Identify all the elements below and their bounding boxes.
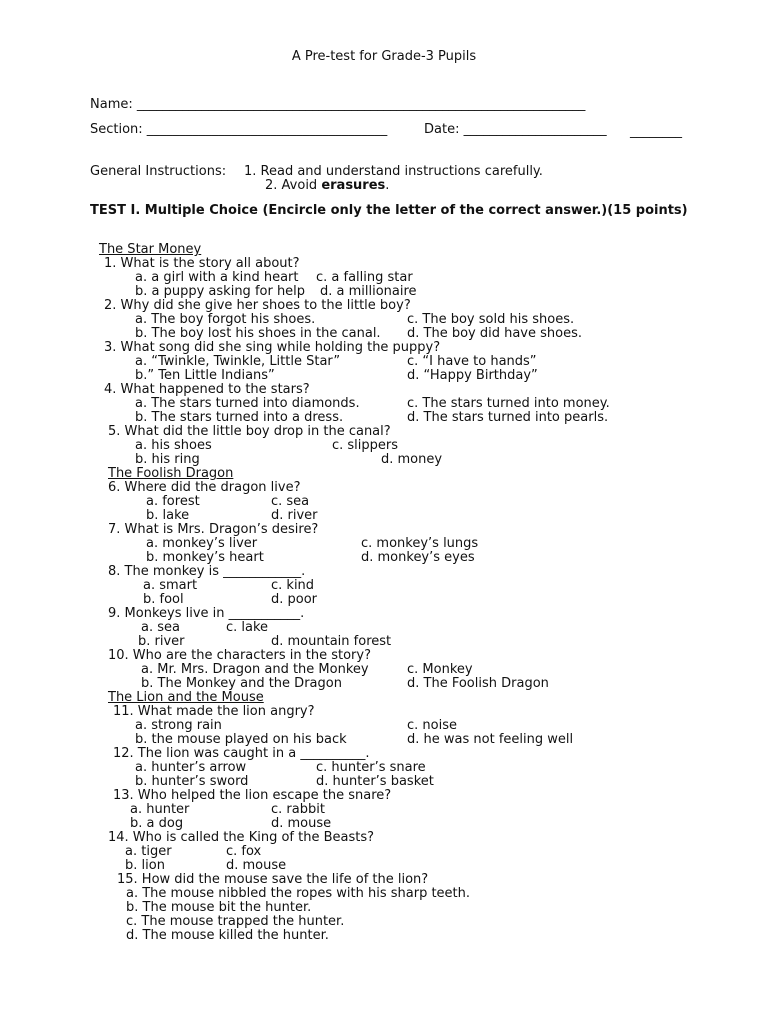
instruction-2	[265, 179, 389, 193]
question-8: 8. The monkey is ____________.	[108, 564, 306, 579]
q9-option-c: c. lake	[226, 620, 269, 635]
question-4: 4. What happened to the stars?	[104, 382, 310, 397]
q10-option-b: b. The Monkey and the Dragon	[141, 676, 342, 691]
q1-option-b: b. a puppy asking for help	[135, 284, 306, 299]
q7-option-a: a. monkey’s liver	[146, 536, 258, 551]
q2-option-d: d. The boy did have shoes.	[407, 326, 583, 341]
q8-option-d: d. poor	[271, 592, 318, 607]
instruction-1: 1. Read and understand instructions carefully.	[244, 164, 543, 179]
q12-option-d: d. hunter’s basket	[316, 774, 434, 789]
q2-option-c: c. The boy sold his shoes.	[407, 312, 575, 327]
question-13: 13. Who helped the lion escape the snare?	[113, 788, 392, 803]
q8-option-a: a. smart	[143, 578, 198, 593]
q3-option-b: b.” Ten Little Indians”	[135, 368, 275, 383]
q8-option-c: c. kind	[271, 578, 315, 593]
q12-option-b: b. hunter’s sword	[135, 774, 249, 789]
section-field: Section: _____________________________________	[90, 122, 388, 137]
q9-option-b: b. river	[138, 634, 185, 649]
q11-option-d: d. he was not feeling well	[407, 732, 574, 747]
question-2: 2. Why did she give her shoes to the little boy?	[104, 298, 411, 313]
q2-option-a: a. The boy forgot his shoes.	[135, 312, 316, 327]
q7-option-b: b. monkey’s heart	[146, 550, 264, 565]
q13-option-c: c. rabbit	[271, 802, 325, 817]
q7-option-d: d. monkey’s eyes	[361, 550, 475, 565]
question-11: 11. What made the lion angry?	[113, 704, 315, 719]
q15-option-b: b. The mouse bit the hunter.	[126, 900, 312, 915]
q14-option-d: d. mouse	[226, 858, 287, 873]
instruction-2-period: .	[385, 178, 390, 193]
story-title-star-money: The Star Money	[99, 242, 202, 257]
q14-option-a: a. tiger	[125, 844, 172, 859]
q2-option-b: b. The boy lost his shoes in the canal.	[135, 326, 381, 341]
q13-option-b: b. a dog	[130, 816, 184, 831]
q11-option-c: c. noise	[407, 718, 457, 733]
q6-option-c: c. sea	[271, 494, 310, 509]
question-7: 7. What is Mrs. Dragon’s desire?	[108, 522, 319, 537]
q13-option-a: a. hunter	[130, 802, 190, 817]
q8-option-b: b. fool	[143, 592, 184, 607]
q6-option-b: b. lake	[146, 508, 190, 523]
q4-option-d: d. The stars turned into pearls.	[407, 410, 609, 425]
story-title-lion-mouse: The Lion and the Mouse	[108, 690, 264, 705]
story-title-foolish-dragon: The Foolish Dragon	[108, 466, 234, 481]
date-field: Date: ______________________	[424, 122, 607, 137]
q10-option-c: c. Monkey	[407, 662, 473, 677]
q9-option-d: d. mountain forest	[271, 634, 392, 649]
q4-option-b: b. The stars turned into a dress.	[135, 410, 344, 425]
question-14: 14. Who is called the King of the Beasts?	[108, 830, 375, 845]
question-12: 12. The lion was caught in a __________.	[113, 746, 370, 761]
q13-option-d: d. mouse	[271, 816, 332, 831]
q12-option-c: c. hunter’s snare	[316, 760, 426, 775]
q5-option-c: c. slippers	[332, 438, 399, 453]
q7-option-c: c. monkey’s lungs	[361, 536, 479, 551]
instruction-2-text: 2. Avoid	[265, 178, 322, 193]
q3-option-c: c. “I have to hands”	[407, 354, 537, 369]
q6-option-d: d. river	[271, 508, 318, 523]
q14-option-c: c. fox	[226, 844, 262, 859]
q3-option-a: a. “Twinkle, Twinkle, Little Star”	[135, 354, 341, 369]
q15-option-c: c. The mouse trapped the hunter.	[126, 914, 345, 929]
test-heading: TEST I. Multiple Choice (Encircle only the letter of the correct answer.)(15 points)	[90, 203, 688, 218]
q1-option-c: c. a falling star	[316, 270, 413, 285]
question-5: 5. What did the little boy drop in the canal?	[108, 424, 391, 439]
question-15: 15. How did the mouse save the life of the lion?	[117, 872, 429, 887]
q5-option-b: b. his ring	[135, 452, 200, 467]
instructions-label: General Instructions:	[90, 164, 227, 179]
question-10: 10. Who are the characters in the story?	[108, 648, 371, 663]
name-field: Name: _____________________________________________________________________	[90, 97, 586, 112]
q1-option-d: d. a millionaire	[320, 284, 417, 299]
q4-option-c: c. The stars turned into money.	[407, 396, 610, 411]
q10-option-a: a. Mr. Mrs. Dragon and the Monkey	[141, 662, 369, 677]
q1-option-a: a. a girl with a kind heart	[135, 270, 299, 285]
q3-option-d: d. “Happy Birthday”	[407, 368, 538, 383]
q11-option-b: b. the mouse played on his back	[135, 732, 347, 747]
instruction-2-emphasis: erasures	[321, 178, 386, 193]
question-3: 3. What song did she sing while holding the puppy?	[104, 340, 441, 355]
q12-option-a: a. hunter’s arrow	[135, 760, 247, 775]
q15-option-a: a. The mouse nibbled the ropes with his sharp teeth.	[126, 886, 471, 901]
q15-option-d: d. The mouse killed the hunter.	[126, 928, 329, 943]
q10-option-d: d. The Foolish Dragon	[407, 676, 549, 691]
question-1: 1. What is the story all about?	[104, 256, 300, 271]
q4-option-a: a. The stars turned into diamonds.	[135, 396, 360, 411]
q9-option-a: a. sea	[141, 620, 180, 635]
q11-option-a: a. strong rain	[135, 718, 222, 733]
question-9: 9. Monkeys live in ___________.	[108, 606, 305, 621]
q5-option-a: a. his shoes	[135, 438, 212, 453]
q14-option-b: b. lion	[125, 858, 165, 873]
date-rule: ________	[630, 124, 682, 139]
q5-option-d: d. money	[381, 452, 443, 467]
q6-option-a: a. forest	[146, 494, 200, 509]
question-6: 6. Where did the dragon live?	[108, 480, 301, 495]
page-title: A Pre-test for Grade-3 Pupils	[291, 49, 477, 64]
